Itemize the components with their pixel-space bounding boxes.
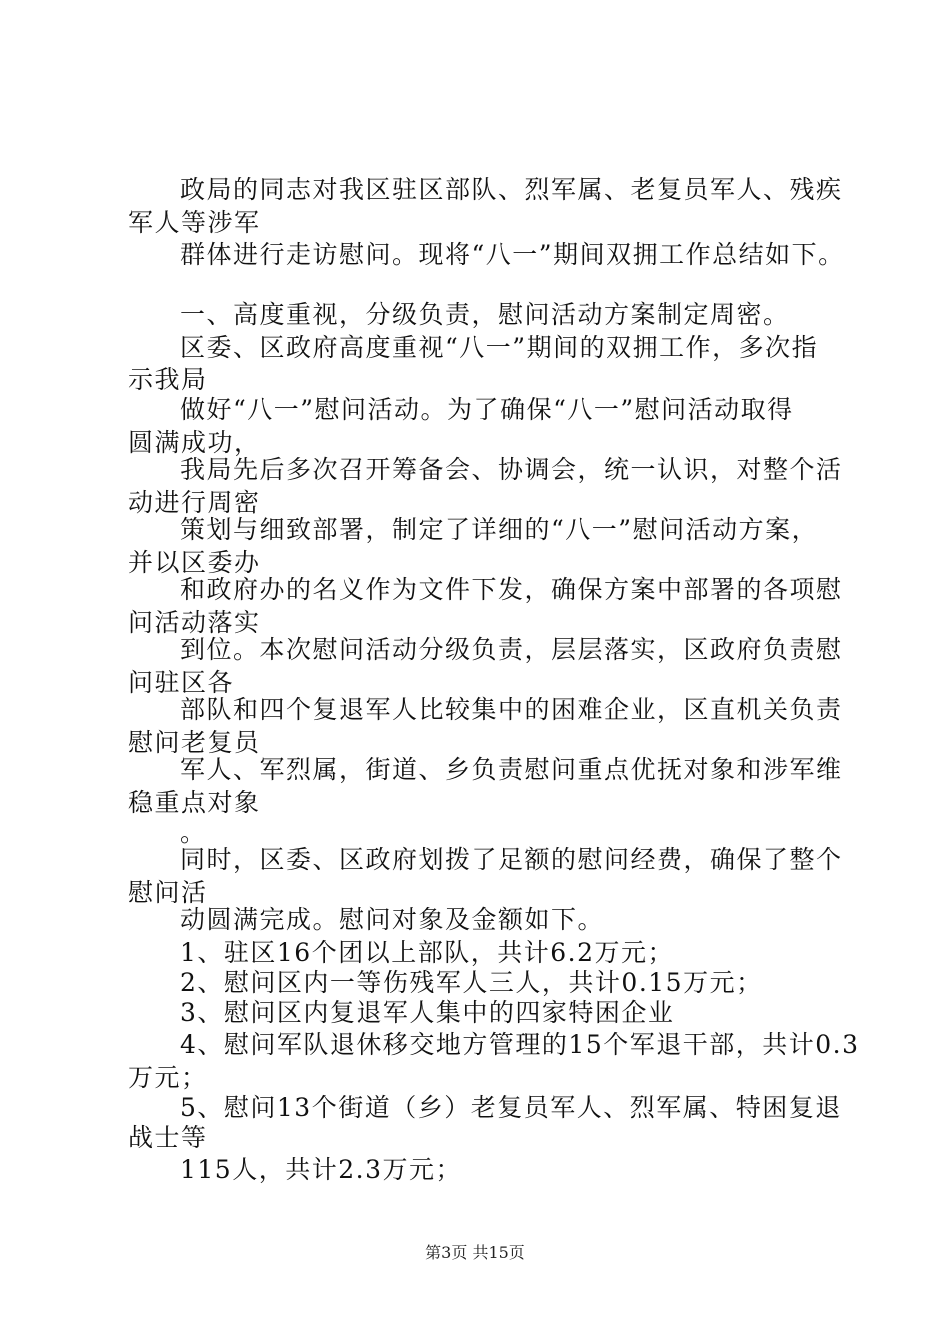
text-line: 慰问活 [128,878,208,907]
text-line: 做好“八一”慰问活动。为了确保“八一”慰问活动取得 [180,395,794,424]
text-line: 部队和四个复退军人比较集中的困难企业，区直机关负责 [180,695,843,724]
text-line: 示我局 [128,365,208,394]
text-line: 策划与细致部署，制定了详细的“八一”慰问活动方案， [180,515,819,544]
text-line: 动进行周密 [128,488,261,517]
text-line: 同时，区委、区政府划拨了足额的慰问经费，确保了整个 [180,845,843,874]
text-line: 动圆满完成。慰问对象及金额如下。 [180,905,605,934]
text-line: 。 [180,818,207,847]
text-line: 军人等涉军 [128,208,261,237]
text-line: 慰问老复员 [128,728,261,757]
text-line: 到位。本次慰问活动分级负责，层层落实，区政府负责慰 [180,635,843,664]
list-item-continued: 战士等 [128,1123,208,1152]
list-item: 4、慰问军队退休移交地方管理的15个军退干部，共计0.3 [180,1030,860,1059]
text-line: 军人、军烈属，街道、乡负责慰问重点优抚对象和涉军维 [180,755,843,784]
list-item: 5、慰问13个街道（乡）老复员军人、烈军属、特困复退 [180,1093,842,1122]
list-item-continued: 115人，共计2.3万元； [180,1155,462,1184]
text-line: 问驻区各 [128,668,235,697]
text-line: 和政府办的名义作为文件下发，确保方案中部署的各项慰 [180,575,843,604]
text-line: 稳重点对象 [128,788,261,817]
section-heading: 一、高度重视，分级负责，慰问活动方案制定周密。 [180,300,790,329]
list-item: 3、慰问区内复退军人集中的四家特困企业 [180,998,675,1027]
text-line: 问活动落实 [128,608,261,637]
list-item-continued: 万元； [128,1063,208,1092]
text-line: 区委、区政府高度重视“八一”期间的双拥工作，多次指 [180,333,819,362]
text-line: 我局先后多次召开筹备会、协调会，统一认识，对整个活 [180,455,843,484]
text-line: 并以区委办 [128,548,261,577]
list-item: 2、慰问区内一等伤残军人三人，共计0.15万元； [180,968,763,997]
page-footer: 第3页 共15页 [425,1243,525,1262]
text-line: 群体进行走访慰问。现将“八一”期间双拥工作总结如下。 [180,240,845,269]
text-line: 政局的同志对我区驻区部队、烈军属、老复员军人、残疾 [180,175,843,204]
list-item: 1、驻区16个团以上部队，共计6.2万元； [180,938,674,967]
text-line: 圆满成功， [128,428,261,457]
